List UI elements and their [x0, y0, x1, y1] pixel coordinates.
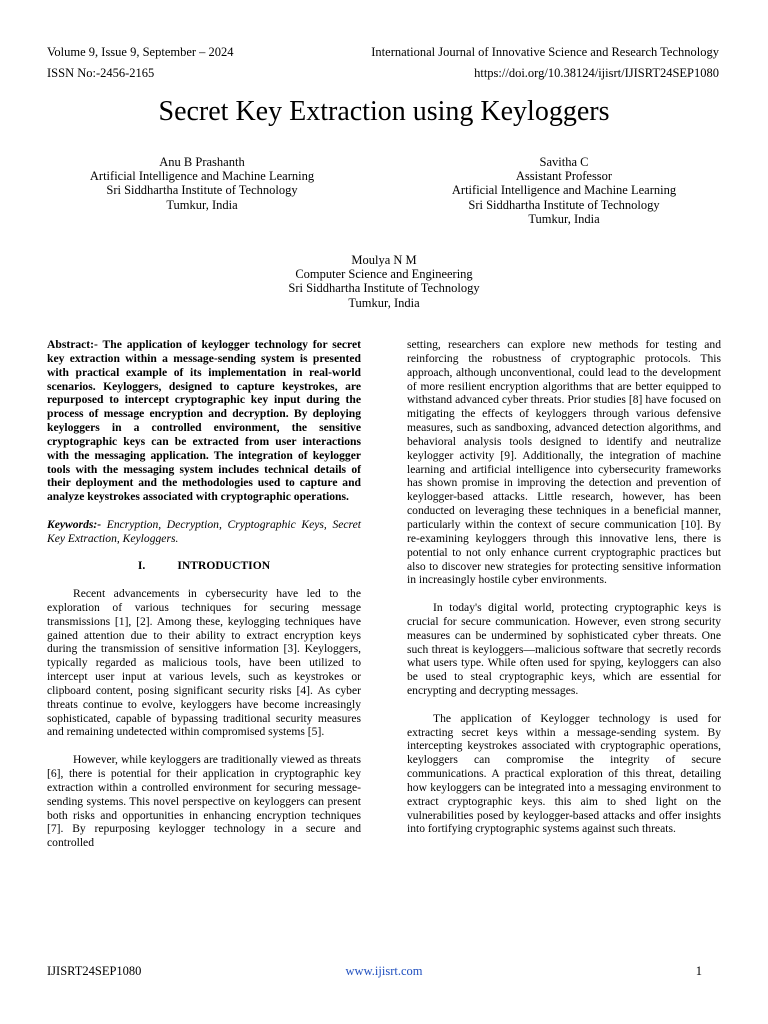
keywords-text: Encryption, Decryption, Cryptographic Keys, Secret Key Extraction, Keyloggers.	[47, 517, 361, 545]
paragraph: The application of Keylogger technology is used for extracting secret keys within a message-sending system. By intercepting keystrokes associated with cryptographic operations, keyloggers can compromise the integrity of secure communications. A practical exploration of this threat, detailing how keyloggers can be integrated into a messaging environment to extract cryptographic keys. this aim to shed light on the vulnerabilities posed by keylogger-based attacks and offer insights into fortifying cryptographic systems against such threats.	[407, 711, 721, 836]
author-location: Tumkur, India	[166, 197, 238, 212]
page-number: 1	[695, 964, 702, 978]
right-column	[407, 338, 721, 836]
left-column	[47, 338, 361, 850]
section-title: INTRODUCTION	[177, 559, 271, 573]
keywords	[47, 518, 361, 546]
paragraph: setting, researchers can explore new methods for testing and reinforcing the robustness of cryptographic protocols. This approach, although unconventional, could lead to the development of more resilient encryption algorithms that are better equipped to withstand advanced cyber threats. Prior studies [8] have focused on mitigating the effects of keyloggers through various defensive measures, such as sandboxing, advanced detection algorithms, and behavioral analysis tools designed to identify and neutralize keylogger activity [9]. Additionally, the integration of machine learning and artificial intelligence into cybersecurity frameworks has shown promise in improving the detection and prevention of keylogger-based attacks. Little research, however, has been conducted on leveraging these techniques in a beneficial manner, particularly within the context of secure communication [10]. By re-examining keyloggers through this innovative lens, there is potential to not only enhance current cryptographic practices but also to discover new strategies for protecting sensitive information in increasingly hostile cyber environments.	[407, 338, 721, 587]
author-block-1	[47, 155, 357, 212]
author-location: Tumkur, India	[348, 295, 420, 310]
journal-issn: ISSN No:-2456-2165	[47, 66, 155, 80]
footer-website-link[interactable]: www.ijisrt.com	[345, 964, 423, 978]
abstract-label: Abstract:-	[47, 338, 98, 351]
paper-title: Secret Key Extraction using Keyloggers	[158, 96, 610, 127]
keywords-label: Keywords:-	[47, 517, 102, 531]
footer-paper-id: IJISRT24SEP1080	[47, 964, 142, 978]
author-institution: Sri Siddhartha Institute of Technology	[288, 281, 480, 296]
abstract-text: The application of keylogger technology for secret key extraction within a message-sending system is presented with practical example of its implementation in real-world scenarios. Keyloggers, designed to capture keystrokes, are repurposed to intercept cryptographic key input during the process of message encryption and decryption. By deploying keyloggers in a controlled environment, the sensitive cryptographic keys can be extracted from user interactions with the messaging application. The integration of keylogger tools with the messaging system includes technical details of their deployment and the methodologies used to capture and analyze keystrokes associated with cryptographic operations.	[47, 338, 361, 504]
author-affiliation: Artificial Intelligence and Machine Learning	[451, 183, 677, 198]
author-name: Moulya N M	[351, 253, 417, 267]
abstract	[47, 338, 361, 504]
doi-link[interactable]: https://doi.org/10.38124/ijisrt/IJISRT24SEP1080	[474, 66, 719, 80]
author-position: Assistant Professor	[515, 169, 613, 184]
journal-volume: Volume 9, Issue 9, September – 2024	[47, 45, 234, 59]
author-affiliation: Computer Science and Engineering	[295, 267, 473, 282]
author-institution: Sri Siddhartha Institute of Technology	[468, 197, 660, 212]
paragraph: However, while keyloggers are traditionally viewed as threats [6], there is potential for their application in cryptographic key extraction within a controlled environment for securing message-sending systems. This novel perspective on keyloggers can present both risks and opportunities in enhancing encryption techniques [7]. By repurposing keylogger technology in a secure and controlled	[47, 753, 361, 850]
author-name: Anu B Prashanth	[159, 155, 245, 169]
journal-name: International Journal of Innovative Science and Research Technology	[371, 45, 719, 59]
section-heading	[47, 559, 361, 573]
author-location: Tumkur, India	[528, 211, 600, 226]
paragraph: In today's digital world, protecting cryptographic keys is crucial for secure communication. However, even strong security measures can be undermined by sophisticated cyber threats. One such threat is keyloggers—malicious software that secretly records what users type. While often used for spying, keyloggers can also be used to steal cryptographic keys, which are essential for encrypting and decrypting messages.	[407, 600, 721, 698]
author-affiliation: Artificial Intelligence and Machine Learning	[89, 169, 315, 184]
section-number: I.	[137, 559, 146, 573]
author-block-2	[407, 155, 721, 226]
author-block-3	[229, 253, 539, 310]
paragraph: Recent advancements in cybersecurity have led to the exploration of various techniques for securing message transmissions [1], [2]. Among these, keylogging techniques have gained attention due to their ability to extract encryption keys during the transmission of sensitive information [3]. Keyloggers, typically regarded as malicious tools, have been utilized to intercept user input at various levels, such as keystrokes or clipboard content, posing significant security risks [4]. As cyber threats continue to evolve, keyloggers have become increasingly sophisticated, capable of bypassing traditional security measures and remaining undetected within compromised systems [5].	[47, 587, 361, 739]
author-name: Savitha C	[539, 155, 589, 169]
author-institution: Sri Siddhartha Institute of Technology	[106, 183, 298, 198]
